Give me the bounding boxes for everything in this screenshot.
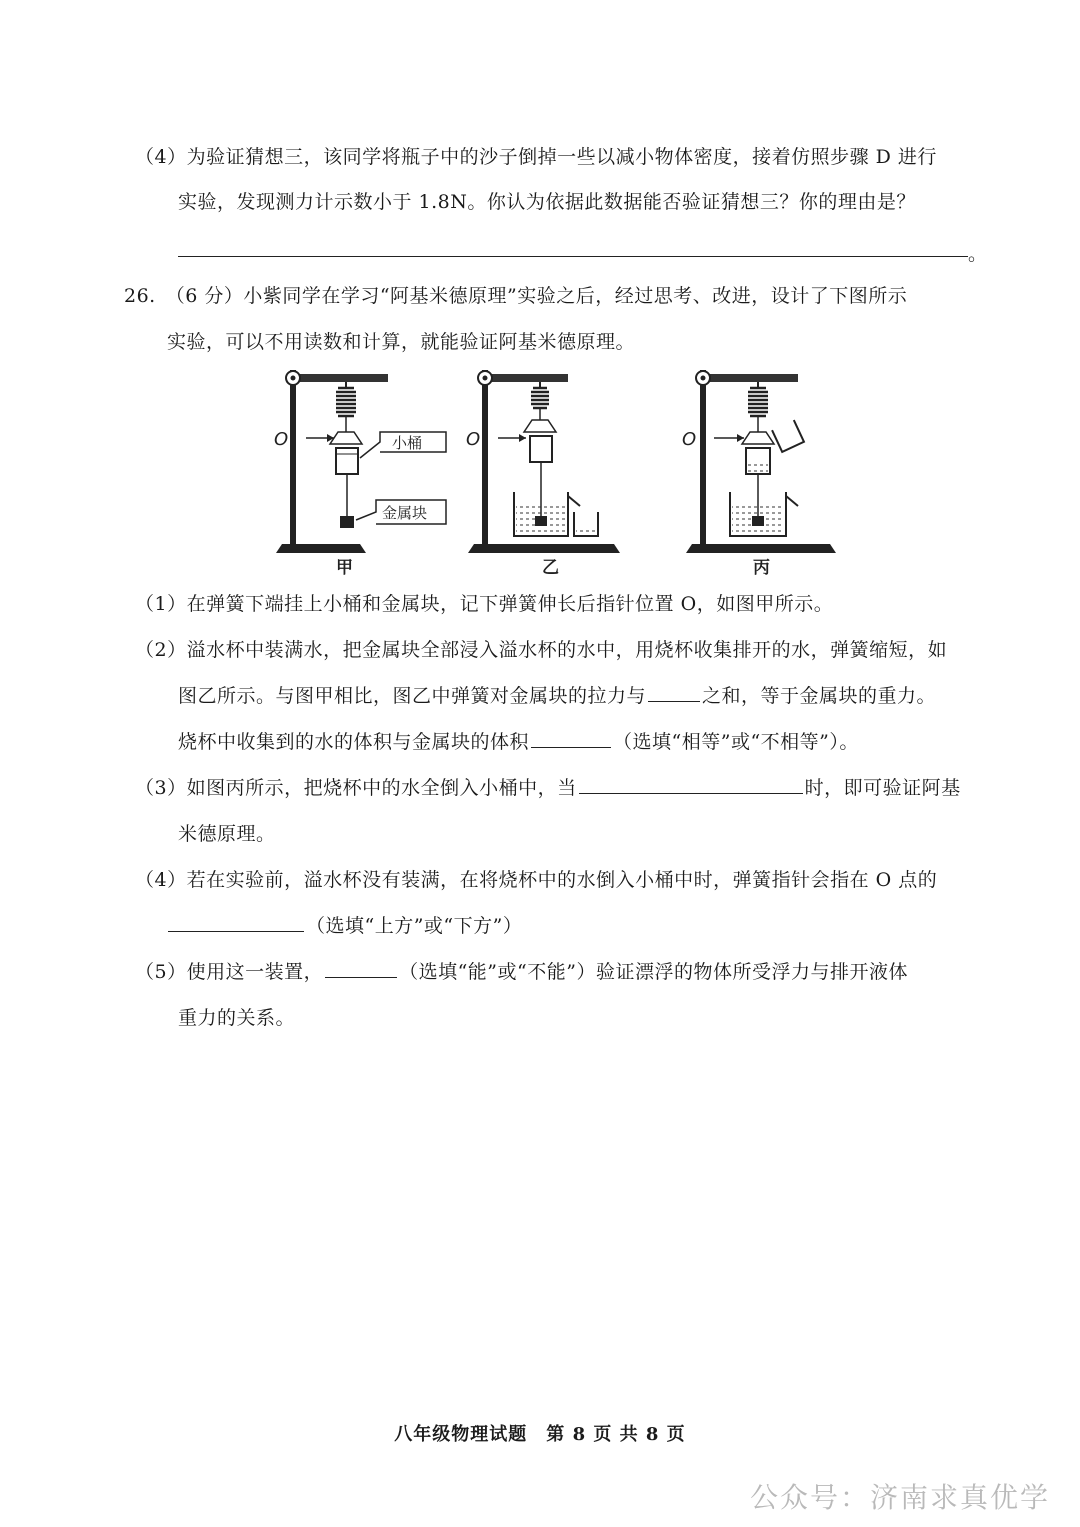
q26-part2-line1: （2）溢水杯中装满水，把金属块全部浸入溢水杯的水中，用烧杯收集排开的水，弹簧缩短，如 [135, 639, 948, 661]
q26-part3-line2: 米德原理。 [178, 823, 276, 845]
q26-part1: （1）在弹簧下端挂上小桶和金属块，记下弹簧伸长后指针位置 O，如图甲所示。 [135, 593, 834, 615]
q26-part2-line2 [178, 682, 936, 710]
q26-part4-line1: （4）若在实验前，溢水杯没有装满，在将烧杯中的水倒入小桶中时，弹簧指针会指在 O 点的 [135, 869, 938, 891]
caption-bing: 丙 [753, 558, 770, 578]
caption-yi: 乙 [542, 558, 559, 578]
pointer-label-yi: O [466, 429, 481, 450]
apparatus-yi [466, 370, 620, 578]
q26-part2-blank1[interactable] [648, 683, 700, 702]
q25-answer-blank [178, 256, 968, 257]
q26-intro-line1: 26. （6 分）小紫同学在学习“阿基米德原理”实验之后，经过思考、改进，设计了下图所示 [124, 285, 908, 307]
q26-part4-line2 [166, 912, 522, 940]
metal-block-label: 金属块 [382, 504, 428, 522]
apparatus-bing [682, 370, 836, 578]
q26-part4-blank[interactable] [168, 913, 304, 932]
q26-part5-line2: 重力的关系。 [178, 1007, 296, 1029]
q26-part5-blank[interactable] [325, 959, 397, 978]
q26-part5-line1a: （5）使用这一装置， [135, 961, 324, 983]
apparatus-jia [274, 370, 446, 578]
q26-part3-line1b: 时，即可验证阿基 [804, 777, 961, 799]
experiment-diagram [268, 360, 848, 585]
q26-part2-line2b: 之和，等于金属块的重力。 [702, 685, 937, 707]
pointer-label-jia: O [274, 429, 289, 450]
watermark: 公众号：济南求真优学 [749, 1481, 1050, 1514]
q26-part2-line3a: 烧杯中收集到的水的体积与金属块的体积 [178, 731, 530, 753]
q25-end-mark: 。 [968, 243, 988, 265]
pointer-label-bing: O [682, 429, 697, 450]
q26-part5-line1b: （选填“能”或“不能”）验证漂浮的物体所受浮力与排开液体 [399, 961, 908, 983]
q26-part2-line3b: （选填“相等”或“不相等”）。 [613, 731, 859, 753]
bucket-label: 小桶 [392, 434, 423, 452]
q26-part2-line2a: 图乙所示。与图甲相比，图乙中弹簧对金属块的拉力与 [178, 685, 647, 707]
q26-part2-blank2[interactable] [531, 729, 611, 748]
q26-part5-line1 [135, 958, 908, 986]
q26-part3-blank[interactable] [579, 775, 803, 794]
experiment-figure [268, 360, 848, 585]
q26-part3-line1a: （3）如图丙所示，把烧杯中的水全倒入小桶中，当 [135, 777, 577, 799]
q26-part3-line1 [135, 774, 961, 802]
q26-part2-line3 [178, 728, 859, 756]
caption-jia: 甲 [336, 558, 353, 578]
q25-part4-line1: （4）为验证猜想三，该同学将瓶子中的沙子倒掉一些以减小物体密度，接着仿照步骤 D 进行 [135, 146, 937, 168]
q26-part4-line2-text: （选填“上方”或“下方”） [306, 915, 523, 937]
q26-intro-line2: 实验，可以不用读数和计算，就能验证阿基米德原理。 [167, 331, 636, 353]
q25-part4-line2: 实验，发现测力计示数小于 1.8N。你认为依据此数据能否验证猜想三？你的理由是？ [178, 191, 916, 213]
page-footer: 八年级物理试题 第 8 页 共 8 页 [394, 1424, 686, 1445]
